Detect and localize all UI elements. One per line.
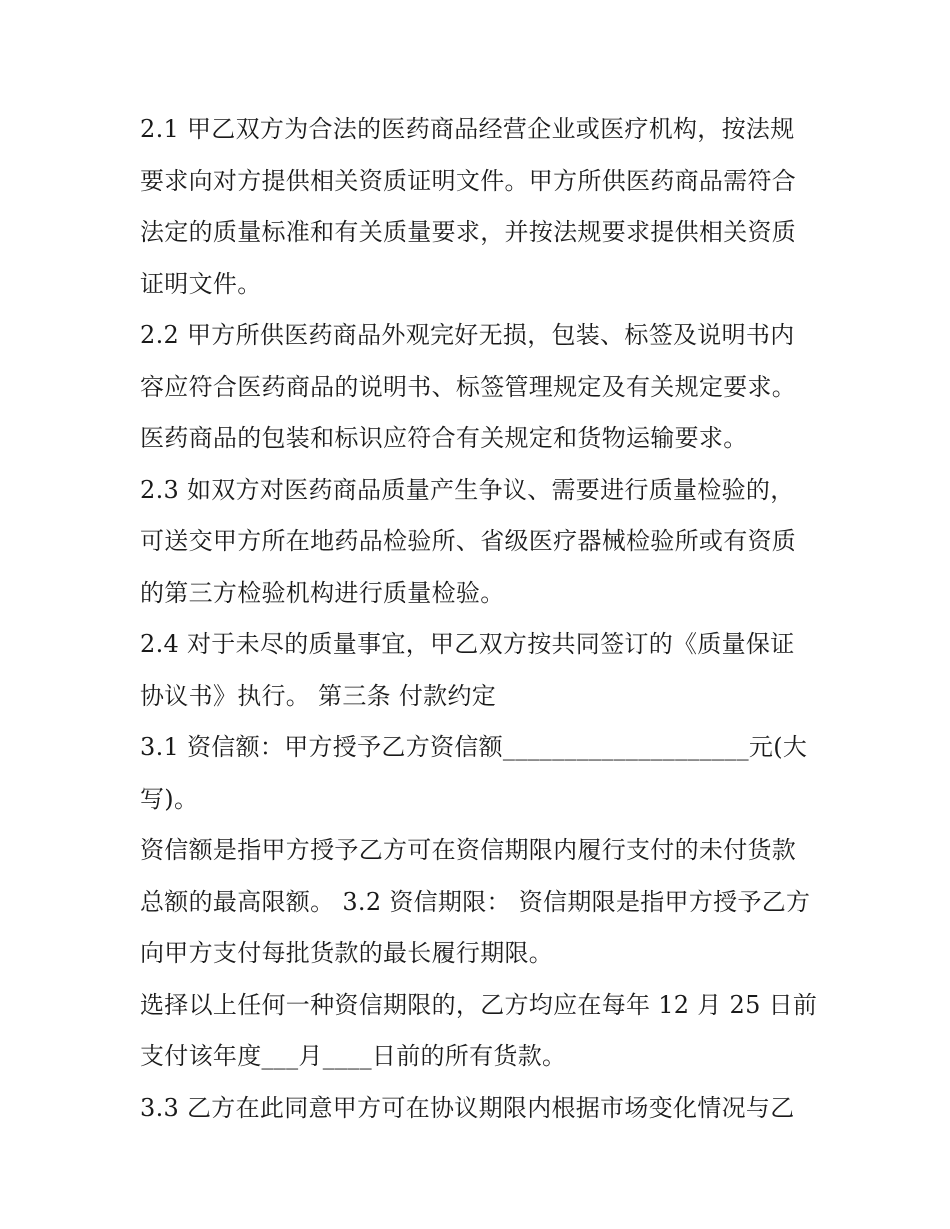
text-line: 3.3 乙方在此同意甲方可在协议期限内根据市场变化情况与乙 (140, 1093, 795, 1122)
text-line: 2.4 对于未尽的质量事宜，甲乙双方按共同签订的《质量保证 (140, 630, 795, 658)
text-line: 支付该年度___月____日前的所有货款。 (140, 1042, 567, 1070)
text-line: 2.2 甲方所供医药商品外观完好无损，包装、标签及说明书内 (140, 321, 795, 349)
contract-text (140, 104, 820, 1134)
text-line: 资信额是指甲方授予乙方可在资信期限内履行支付的未付货款 (140, 836, 797, 864)
text-line: 2.1 甲乙双方为合法的医药商品经营企业或医疗机构，按法规 (140, 115, 795, 143)
text-line: 3.1 资信额：甲方授予乙方资信额____________________元(大 (140, 733, 808, 761)
text-line: 协议书》执行。 第三条 付款约定 (140, 681, 497, 710)
text-line: 的第三方检验机构进行质量检验。 (140, 578, 505, 607)
text-line: 选择以上任何一种资信期限的，乙方均应在每年 12 月 25 日前 (140, 990, 818, 1019)
text-line: 写)。 (140, 784, 199, 813)
text-line: 可送交甲方所在地药品检验所、省级医疗器械检验所或有资质 (140, 527, 797, 555)
text-line: 容应符合医药商品的说明书、标签管理规定及有关规定要求。 (140, 372, 797, 401)
text-line: 2.3 如双方对医药商品质量产生争议、需要进行质量检验的， (140, 475, 795, 504)
text-line: 向甲方支付每批货款的最长履行期限。 (140, 939, 554, 967)
text-line: 要求向对方提供相关资质证明文件。甲方所供医药商品需符合 (140, 166, 797, 195)
text-line: 总额的最高限额。 3.2 资信期限： 资信期限是指甲方授予乙方 (140, 887, 811, 916)
text-line: 医药商品的包装和标识应符合有关规定和货物运输要求。 (140, 424, 748, 452)
text-line: 证明文件。 (140, 269, 262, 298)
text-line: 法定的质量标准和有关质量要求，并按法规要求提供相关资质 (140, 218, 797, 246)
